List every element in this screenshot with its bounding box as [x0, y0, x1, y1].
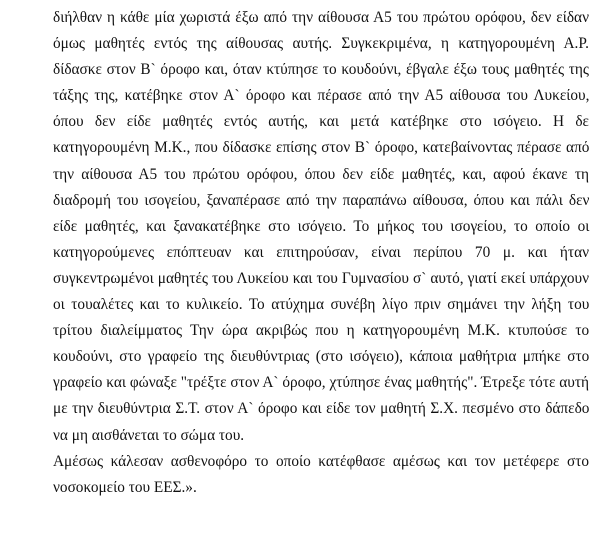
text-line: κατηγορουμένη Μ.Κ., που δίδασκε επίσης στον Β` όροφο, κατεβαίνοντας πέρασε από: [53, 139, 590, 157]
text-line: όμως μαθητές εντός της αίθουσας αυτής. Συγκεκριμένα, η κατηγορουμένη Α.Ρ.: [53, 35, 589, 53]
text-line: τάξης της, κατέβηκε στον Α` όροφο και πέρασε από την Α5 αίθουσα του Λυκείου,: [53, 87, 590, 105]
text-line: Αμέσως κάλεσαν ασθενοφόρο το οποίο κατέφθασε αμέσως και τον μετέφερε στο: [53, 452, 589, 470]
text-line: κατηγορούμενες επόπτευαν και επιτηρούσαν, είναι περίπου 70 μ. και ήταν: [53, 243, 589, 261]
text-line: διαδρομή του ισογείου, ξαναπέρασε από την παραπάνω αίθουσα, όπου και πάλι δεν: [53, 191, 590, 209]
text-line: δίδασκε στον Β` όροφο και, όταν κτύπησε το κουδούνι, έβγαλε έξω τους μαθητές της: [53, 61, 589, 79]
text-line: όπου δεν είδε μαθητές εντός αυτής, και μετά κατέβηκε στο ισόγειο. Η δε: [53, 113, 589, 131]
text-line: γραφείο και φώναξε "τρέξτε στον Α` όροφο, χτύπησε ένας μαθητής". Έτρεξε τότε αυτή: [53, 374, 589, 392]
text-line: να μη αισθάνεται το σώμα του.: [53, 426, 245, 444]
text-line: συγκεντρωμένοι μαθητές του Λυκείου και του Γυμνασίου σ` αυτό, γιατί εκεί υπάρχουν: [53, 269, 589, 287]
paragraph-2: [53, 449, 589, 501]
text-line: με την διευθύντρια Σ.Τ. στον Α` όροφο και είδε τον μαθητή Σ.Χ. πεσμένο στο δάπεδο: [53, 400, 590, 418]
text-line: διήλθαν η κάθε μία χωριστά έξω από την αίθουσα Α5 του πρώτου ορόφου, δεν είδαν: [53, 9, 589, 26]
document-text: [53, 5, 589, 501]
text-line: κουδούνι, στο γραφείο της διευθύντριας (στο ισόγειο), κάποια μαθήτρια μπήκε στο: [53, 348, 590, 366]
text-line: νοσοκομείο του ΕΕΣ.».: [53, 478, 197, 496]
paragraph-1: [53, 5, 589, 449]
text-line: τρίτου διαλείμματος Την ώρα ακριβώς που η κατηγορουμένη Μ.Κ. κτυπούσε το: [53, 322, 590, 340]
text-line: είδε μαθητές, και ξανακατέβηκε στο ισόγειο. Το μήκος του ισογείου, το οποίο οι: [53, 217, 590, 235]
text-line: την αίθουσα Α5 του πρώτου ορόφου, όπου δεν είδε μαθητές, και, αφού έκανε τη: [53, 165, 589, 183]
text-line: οι τουαλέτες και το κυλικείο. Το ατύχημα συνέβη λίγο πριν σημάνει την λήξη του: [53, 296, 590, 314]
